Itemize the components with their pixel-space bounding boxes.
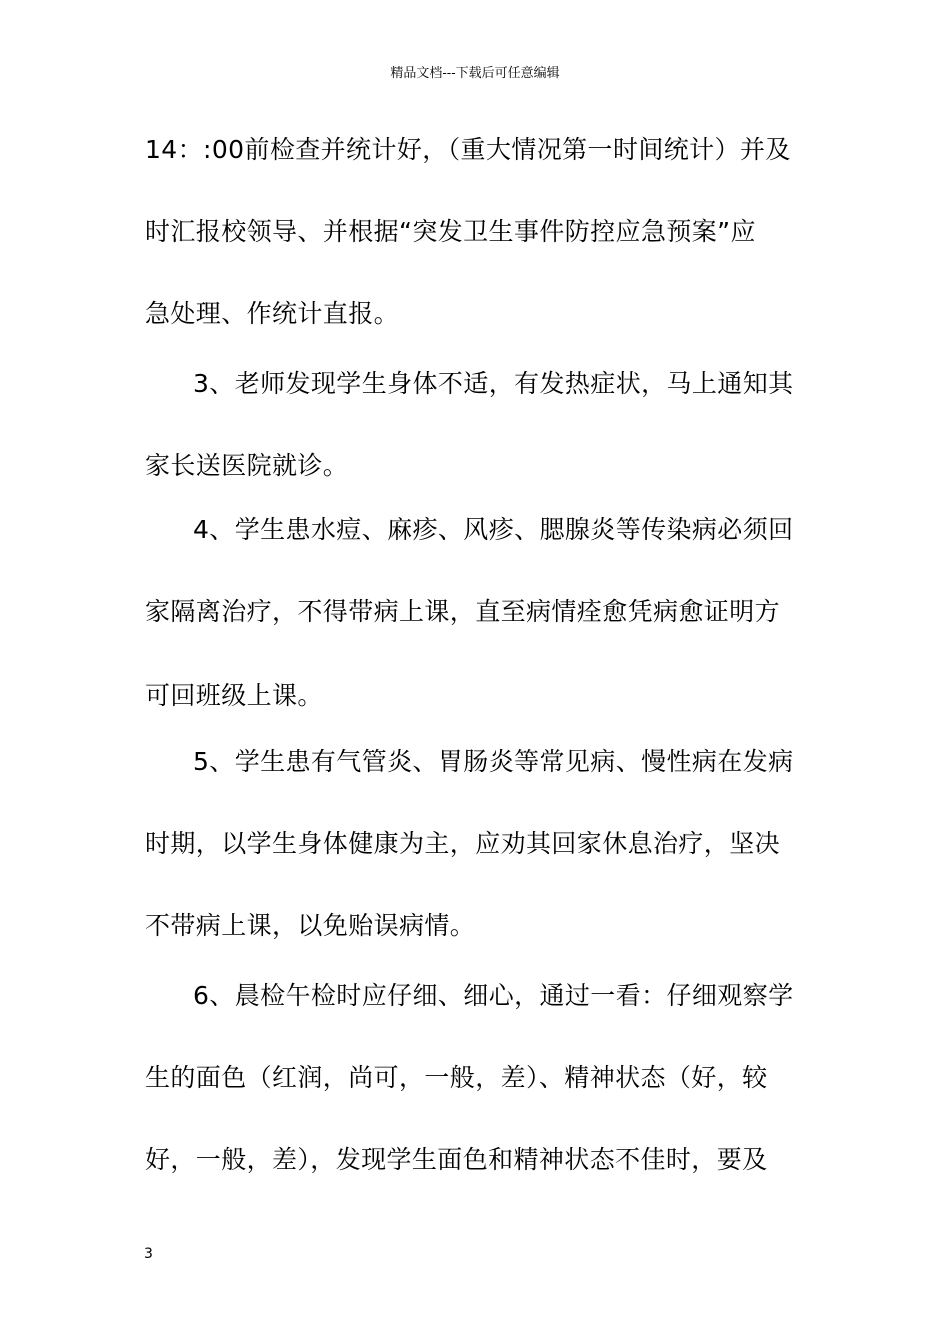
- page-header: 精品文档---下载后可任意编辑: [390, 66, 560, 81]
- text-line: 家隔离治疗，不得带病上课，直至病情痊愈凭病愈证明方: [145, 597, 781, 626]
- text-line: 急处理、作统计直报。: [145, 299, 400, 328]
- page-number: 3: [144, 1246, 153, 1262]
- text-line: 14：:00前检查并统计好，（重大情况第一时间统计）并及: [145, 135, 791, 164]
- text-line: 生的面色（红润，尚可，一般，差）、精神状态（好，较: [145, 1063, 768, 1092]
- text-line: 6、晨检午检时应仔细、细心，通过一看：仔细观察学: [193, 981, 794, 1010]
- text-line: 可回班级上课。: [145, 681, 323, 710]
- text-line: 时期，以学生身体健康为主，应劝其回家休息治疗，坚决: [145, 829, 781, 858]
- text-line: 5、学生患有气管炎、胃肠炎等常见病、慢性病在发病: [193, 747, 794, 776]
- text-line: 3、老师发现学生身体不适，有发热症状，马上通知其: [193, 369, 794, 398]
- text-line: 4、学生患水痘、麻疹、风疹、腮腺炎等传染病必须回: [193, 515, 794, 544]
- text-line: 时汇报校领导、并根据“突发卫生事件防控应急预案”应: [145, 217, 756, 246]
- text-line: 好，一般，差），发现学生面色和精神状态不佳时，要及: [145, 1145, 768, 1174]
- text-line: 家长送医院就诊。: [145, 451, 349, 480]
- text-line: 不带病上课，以免贻误病情。: [145, 911, 476, 940]
